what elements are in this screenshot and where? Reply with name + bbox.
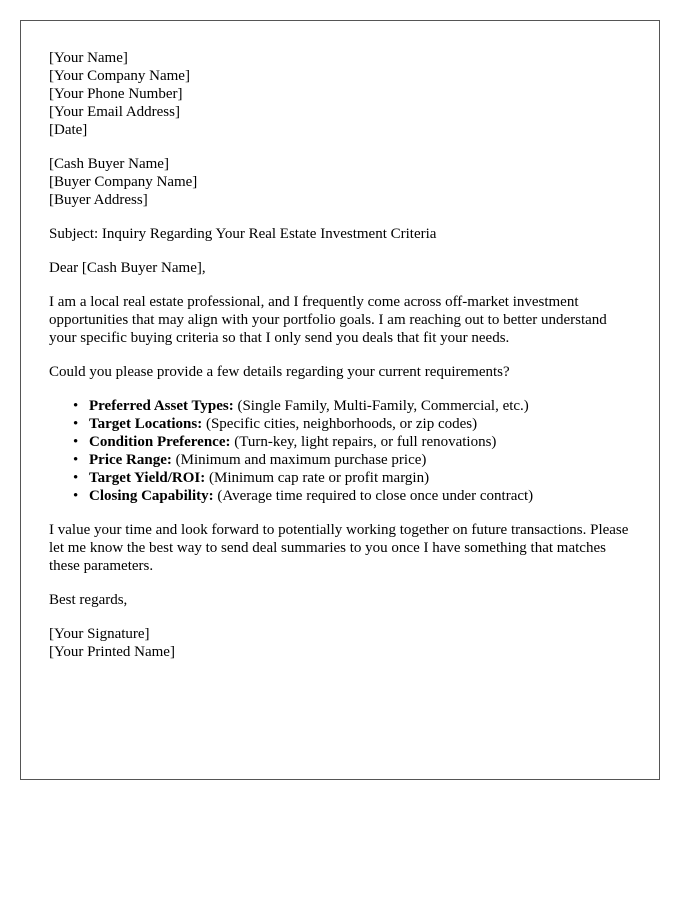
list-item [89, 433, 631, 451]
criteria-detail: (Specific cities, neighborhoods, or zip codes) [205, 416, 478, 432]
list-item [89, 469, 631, 487]
recipient-company: [Buyer Company Name] [49, 174, 198, 190]
intro-paragraph: I am a local real estate professional, and I frequently come across off-market investment opportunities that may align with your portfolio goals. I am reaching out to better understand your specific buying criteria so that I only send you deals that fit your needs. [49, 294, 607, 346]
salutation: Dear [Cash Buyer Name], [49, 260, 206, 276]
letter-date: [Date] [49, 122, 88, 138]
criteria-term: Preferred Asset Types: [89, 398, 234, 414]
sender-phone: [Your Phone Number] [49, 86, 183, 102]
recipient-name: [Cash Buyer Name] [49, 156, 169, 172]
criteria-detail: (Minimum and maximum purchase price) [175, 452, 427, 468]
criteria-term: Target Locations: [89, 416, 203, 432]
sender-block [49, 49, 631, 139]
criteria-detail: (Average time required to close once under contract) [217, 488, 534, 504]
sender-company: [Your Company Name] [49, 68, 190, 84]
criteria-detail: (Single Family, Multi-Family, Commercial, etc.) [237, 398, 529, 414]
list-item [89, 451, 631, 469]
recipient-address: [Buyer Address] [49, 192, 148, 208]
criteria-term: Price Range: [89, 452, 172, 468]
criteria-detail: (Turn-key, light repairs, or full renovations) [234, 434, 497, 450]
signature-line: [Your Signature] [49, 626, 150, 642]
list-item [89, 415, 631, 433]
list-item [89, 487, 631, 505]
criteria-term: Target Yield/ROI: [89, 470, 206, 486]
criteria-detail: (Minimum cap rate or profit margin) [209, 470, 430, 486]
criteria-list [49, 397, 631, 505]
signoff: Best regards, [49, 592, 128, 608]
closing-paragraph: I value your time and look forward to potentially working together on future transactions. Please let me know the best way to send deal summaries to you once I have something that matches these parameters. [49, 522, 629, 574]
sender-name: [Your Name] [49, 50, 128, 66]
list-item [89, 397, 631, 415]
criteria-term: Closing Capability: [89, 488, 214, 504]
letter-page [20, 20, 660, 780]
question-paragraph: Could you please provide a few details regarding your current requirements? [49, 364, 510, 380]
criteria-term: Condition Preference: [89, 434, 231, 450]
printed-name: [Your Printed Name] [49, 644, 175, 660]
signature-block [49, 625, 631, 661]
subject-line: Subject: Inquiry Regarding Your Real Estate Investment Criteria [49, 226, 437, 242]
sender-email: [Your Email Address] [49, 104, 180, 120]
recipient-block [49, 155, 631, 209]
